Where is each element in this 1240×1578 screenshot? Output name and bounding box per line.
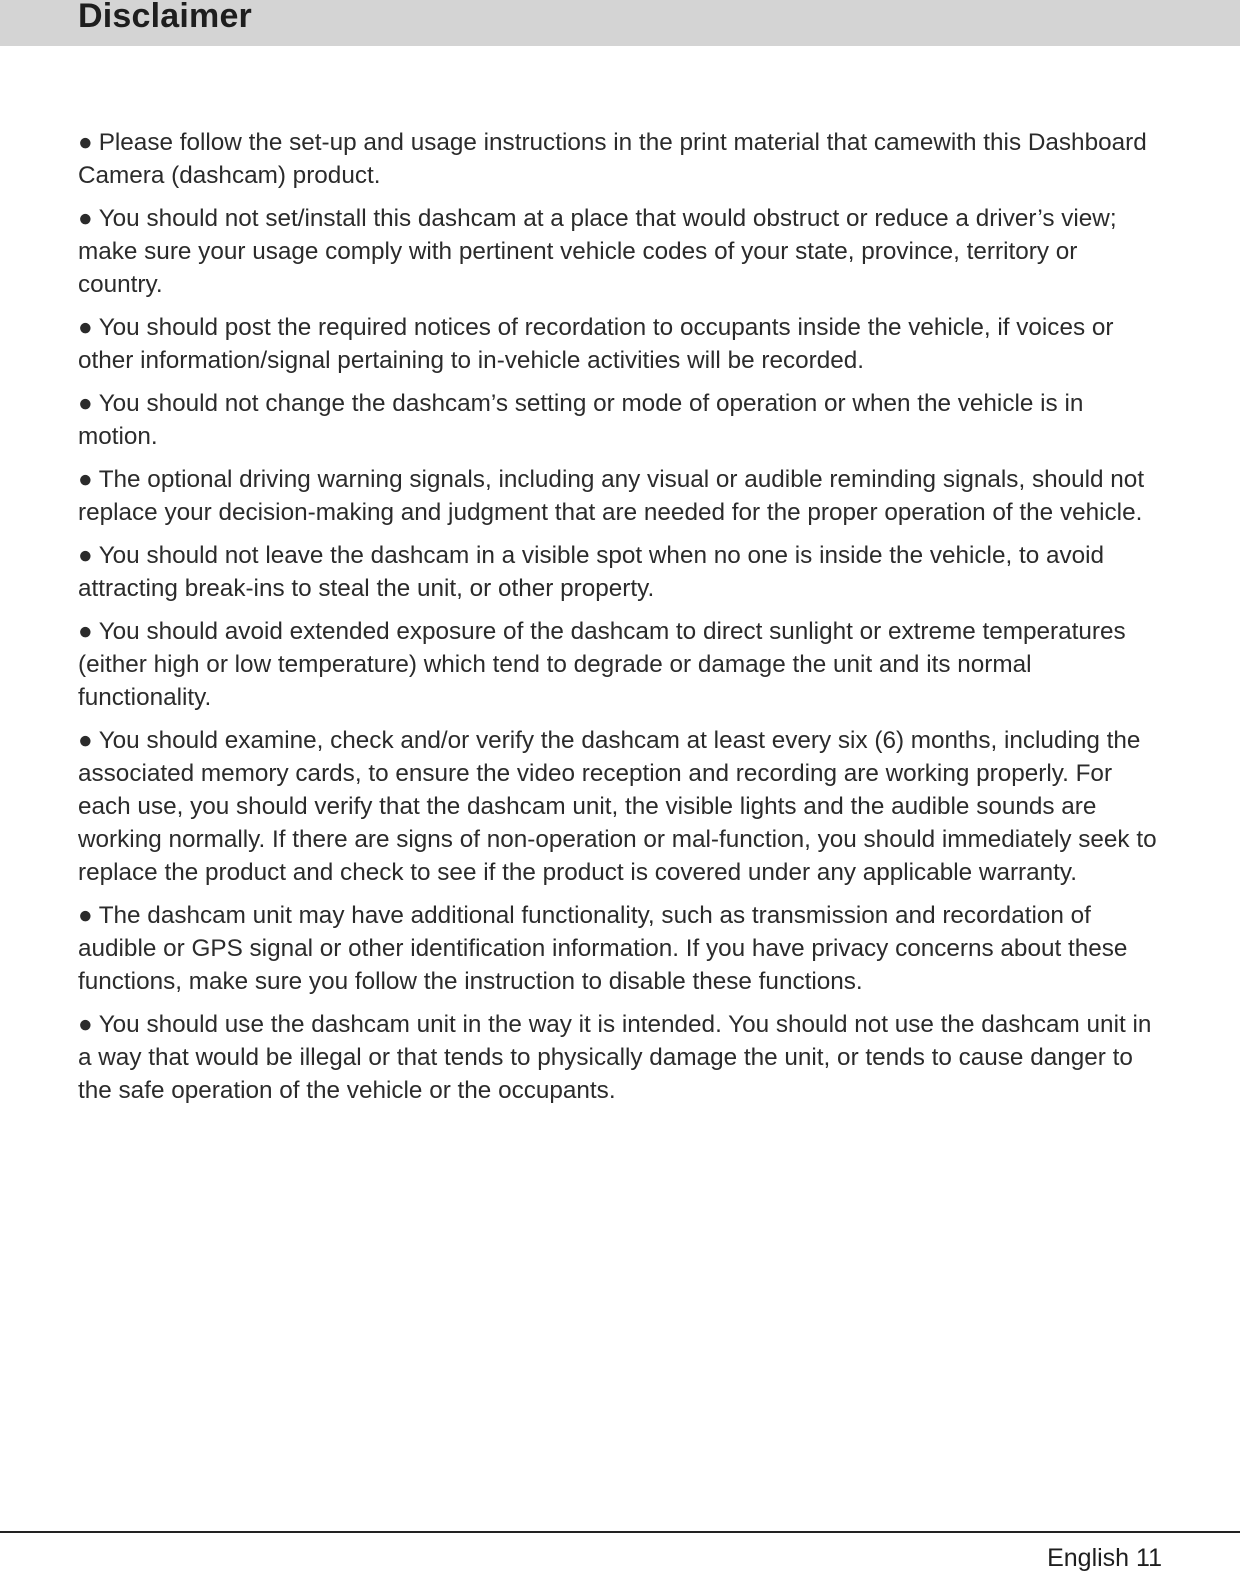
- bullet-icon: ●: [78, 390, 93, 417]
- bullet-icon: ●: [78, 542, 93, 569]
- list-item: [78, 724, 1168, 889]
- list-item-text: You should post the required notices of recordation to occupants inside the vehicle, if voices or other information/signal pertaining to in-vehicle activities will be recorded.: [78, 314, 1114, 374]
- bullet-icon: ●: [78, 727, 93, 754]
- list-item-text: You should not change the dashcam’s setting or mode of operation or when the vehicle is in motion.: [78, 390, 1084, 450]
- list-item: [78, 387, 1168, 453]
- list-item-text: You should not leave the dashcam in a visible spot when no one is inside the vehicle, to avoid attracting break-ins to steal the unit, or other property.: [78, 542, 1105, 602]
- list-item-text: You should not set/install this dashcam at a place that would obstruct or reduce a driver’s view; make sure your usage comply with pertinent vehicle codes of your state, province, territory or country.: [78, 205, 1117, 298]
- footer-divider: [0, 1531, 1240, 1533]
- bullet-icon: ●: [78, 314, 93, 341]
- list-item: [78, 126, 1168, 192]
- bullet-icon: ●: [78, 1011, 93, 1038]
- list-item: [78, 311, 1168, 377]
- list-item: [78, 539, 1168, 605]
- bullet-icon: ●: [78, 902, 93, 929]
- list-item: [78, 463, 1168, 529]
- list-item-text: The dashcam unit may have additional functionality, such as transmission and recordation of audible or GPS signal or other identification information. If you have privacy concerns about these functions, make sure you follow the instruction to disable these functions.: [78, 902, 1128, 995]
- list-item-text: The optional driving warning signals, including any visual or audible reminding signals, should not replace your decision-making and judgment that are needed for the proper operation of the vehicle.: [78, 466, 1145, 526]
- page-title: Disclaimer: [78, 0, 252, 35]
- header-band: [0, 0, 1240, 46]
- bullet-icon: ●: [78, 205, 93, 232]
- list-item-text: You should avoid extended exposure of the dashcam to direct sunlight or extreme temperatures (either high or low temperature) which tend to degrade or damage the unit and its normal functionality.: [78, 618, 1126, 711]
- list-item-text: Please follow the set-up and usage instructions in the print material that camewith this Dashboard Camera (dashcam) product.: [78, 129, 1147, 189]
- page-number: English 11: [1047, 1544, 1162, 1572]
- bullet-icon: ●: [78, 466, 93, 493]
- bullet-icon: ●: [78, 618, 93, 645]
- list-item: [78, 615, 1168, 714]
- list-item: [78, 1008, 1168, 1107]
- bullet-icon: ●: [78, 129, 93, 156]
- list-item: [78, 899, 1168, 998]
- list-item-text: You should use the dashcam unit in the way it is intended. You should not use the dashcam unit in a way that would be illegal or that tends to physically damage the unit, or tends to cause danger to the safe operation of the vehicle or the occupants.: [78, 1011, 1152, 1104]
- disclaimer-list: [78, 126, 1168, 1117]
- list-item-text: You should examine, check and/or verify the dashcam at least every six (6) months, including the associated memory cards, to ensure the video reception and recording are working properly. For each use, you should verify that the dashcam unit, the visible lights and the audible sounds are working normally. If there are signs of non-operation or mal-function, you should immediately seek to replace the product and check to see if the product is covered under any applicable warranty.: [78, 727, 1157, 886]
- list-item: [78, 202, 1168, 301]
